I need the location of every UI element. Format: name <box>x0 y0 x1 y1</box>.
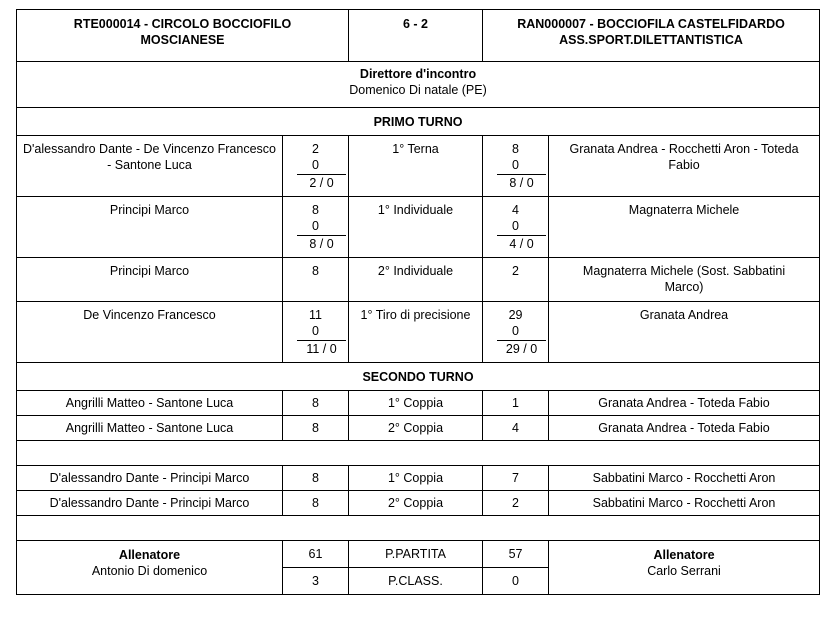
away-score <box>483 136 549 197</box>
section-title: SECONDO TURNO <box>17 363 820 391</box>
p-partita-home: 61 <box>283 541 349 568</box>
score-total: 8 / 0 <box>297 235 346 252</box>
home-coach-label: Allenatore <box>118 548 181 562</box>
home-score: 8 <box>283 491 349 516</box>
match-result: 6 - 2 <box>349 10 483 62</box>
away-coach <box>549 541 820 595</box>
away-players: Granata Andrea - Toteda Fabio <box>549 416 820 441</box>
home-players: Angrilli Matteo - Santone Luca <box>17 416 283 441</box>
match-row <box>17 197 820 258</box>
away-score <box>483 258 549 302</box>
away-score: 4 <box>483 416 549 441</box>
score-total: 4 / 0 <box>497 235 546 252</box>
spacer-cell <box>17 441 820 466</box>
score-set1: 8 <box>312 264 319 278</box>
home-coach <box>17 541 283 595</box>
spacer-row <box>17 441 820 466</box>
spacer-row <box>17 516 820 541</box>
match-row <box>17 466 820 491</box>
footer-row <box>17 541 820 568</box>
away-players: Sabbatini Marco - Rocchetti Aron <box>549 491 820 516</box>
director-name: Domenico Di natale (PE) <box>349 83 487 97</box>
p-partita-away: 57 <box>483 541 549 568</box>
score-set1: 11 <box>309 308 322 322</box>
score-set1: 2 <box>512 264 519 278</box>
away-score: 1 <box>483 391 549 416</box>
away-players: Magnaterra Michele <box>549 197 820 258</box>
score-set2: 0 <box>512 219 519 233</box>
home-score <box>283 302 349 363</box>
match-table <box>16 9 820 595</box>
match-row <box>17 258 820 302</box>
game-type: 2° Coppia <box>349 491 483 516</box>
home-players: D'alessandro Dante - Principi Marco <box>17 466 283 491</box>
director-row <box>17 62 820 108</box>
home-team: RTE000014 - CIRCOLO BOCCIOFILO MOSCIANESE <box>17 10 349 62</box>
score-set2: 0 <box>312 158 319 172</box>
away-score <box>483 302 549 363</box>
director-cell <box>17 62 820 108</box>
section-primo-turno <box>17 108 820 136</box>
game-type: 1° Individuale <box>349 197 483 258</box>
score-set2: 0 <box>312 219 319 233</box>
game-type: 2° Individuale <box>349 258 483 302</box>
score-total: 29 / 0 <box>497 340 546 357</box>
away-players: Granata Andrea <box>549 302 820 363</box>
score-set1: 8 <box>512 142 519 156</box>
score-total: 11 / 0 <box>297 340 346 357</box>
p-class-label: P.CLASS. <box>349 568 483 595</box>
away-players: Magnaterra Michele (Sost. Sabbatini Marco) <box>549 258 820 302</box>
home-score <box>283 197 349 258</box>
p-class-away: 0 <box>483 568 549 595</box>
away-coach-label: Allenatore <box>653 548 715 562</box>
away-team: RAN000007 - BOCCIOFILA CASTELFIDARDO ASS.SPORT.DILETTANTISTICA <box>483 10 820 62</box>
score-set2: 0 <box>312 324 319 338</box>
director-title: Direttore d'incontro <box>359 67 477 81</box>
home-players: D'alessandro Dante - De Vincenzo Francesco - Santone Luca <box>17 136 283 197</box>
score-set1: 8 <box>312 203 319 217</box>
game-type: 1° Terna <box>349 136 483 197</box>
home-players: Angrilli Matteo - Santone Luca <box>17 391 283 416</box>
spacer-cell <box>17 516 820 541</box>
match-row <box>17 416 820 441</box>
game-type: 2° Coppia <box>349 416 483 441</box>
home-score <box>283 136 349 197</box>
away-score <box>483 197 549 258</box>
game-type: 1° Tiro di precisione <box>349 302 483 363</box>
home-score: 8 <box>283 416 349 441</box>
score-set2: 0 <box>512 158 519 172</box>
match-report <box>16 9 819 595</box>
home-players: Principi Marco <box>17 258 283 302</box>
section-title: PRIMO TURNO <box>17 108 820 136</box>
score-total: 2 / 0 <box>297 174 346 191</box>
home-players: De Vincenzo Francesco <box>17 302 283 363</box>
score-total: 8 / 0 <box>497 174 546 191</box>
away-score: 7 <box>483 466 549 491</box>
away-coach-name: Carlo Serrani <box>647 564 721 578</box>
home-score: 8 <box>283 391 349 416</box>
match-row <box>17 491 820 516</box>
away-score: 2 <box>483 491 549 516</box>
away-players: Granata Andrea - Toteda Fabio <box>549 391 820 416</box>
header-row <box>17 10 820 62</box>
match-row <box>17 391 820 416</box>
match-row <box>17 136 820 197</box>
score-set1: 4 <box>512 203 519 217</box>
p-partita-label: P.PARTITA <box>349 541 483 568</box>
section-secondo-turno <box>17 363 820 391</box>
game-type: 1° Coppia <box>349 466 483 491</box>
home-score: 8 <box>283 466 349 491</box>
game-type: 1° Coppia <box>349 391 483 416</box>
away-players: Granata Andrea - Rocchetti Aron - Toteda Fabio <box>549 136 820 197</box>
home-players: Principi Marco <box>17 197 283 258</box>
home-players: D'alessandro Dante - Principi Marco <box>17 491 283 516</box>
away-players: Sabbatini Marco - Rocchetti Aron <box>549 466 820 491</box>
p-class-home: 3 <box>283 568 349 595</box>
score-set2: 0 <box>512 324 519 338</box>
home-score <box>283 258 349 302</box>
match-row <box>17 302 820 363</box>
home-coach-name: Antonio Di domenico <box>91 564 208 578</box>
score-set1: 2 <box>312 142 319 156</box>
score-set1: 29 <box>508 308 523 322</box>
